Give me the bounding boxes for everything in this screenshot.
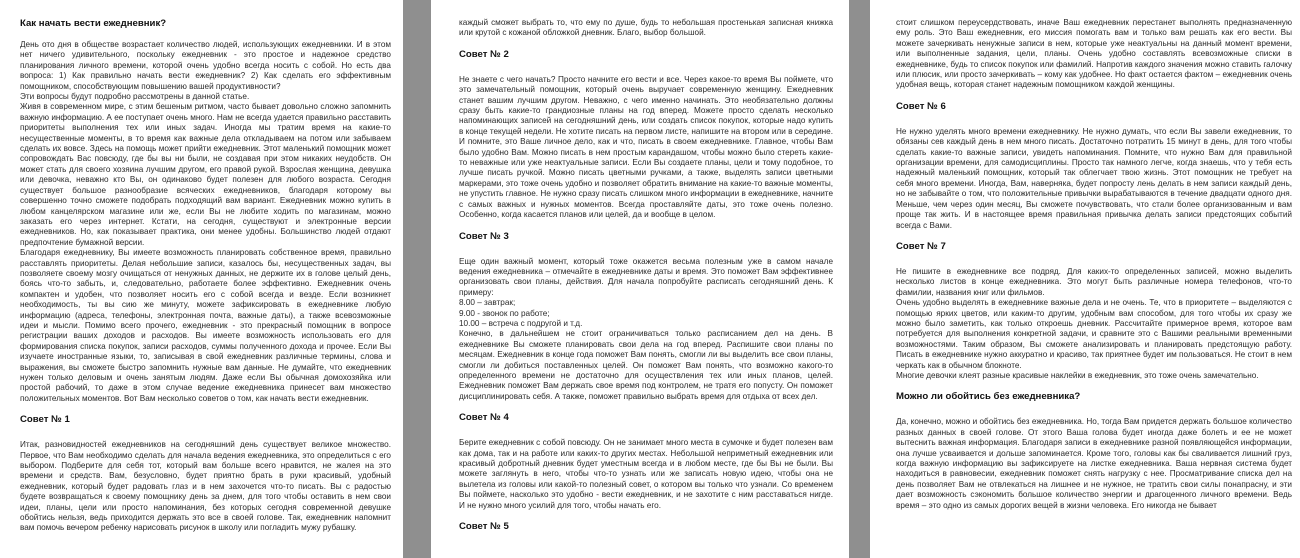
advice-4-heading: Совет № 4 <box>459 412 509 424</box>
intro-text: День ото дня в обществе возрастает количество людей, использующих ежедневники. И в этом нет ничего удивительного, поскольку ежедневник - это простое и надежное средство планирования личного времени, которой очень удобно всегда носить с собой. Но есть два вопроса: 1) Как правильно начать вести ежедневник? 2) Как сделать его эффективным помощником, способствующим повышению вашей продуктивности? Эти вопросы будут подробно рассмотрены в данной статье. Живя в современном мире, с этим бешеным ритмом, часто бывает довольно сложно запомнить важную информацию. А ее поступает очень много. Нам не всегда удается правильно расставить приоритеты выполнения тех или иных задач. Иногда мы тратим время на какие-то несущественные моменты, в то время как важные дела откладываем на потом или забываем сделать их вовсе. Здесь на помощь может прийти ежедневник. Этот маленький помощник может сопровождать Вас повсюду, где бы вы ни были, не создавая при этом никаких неудобств. Он может стать для своего хозяина лучшим другом, его правой рукой. Взрослая женщина, девушка или девочка, неважно кто Вы, он одинаково будет полезен для любого возраста. Сегодня существует большое разнообразие всяческих ежедневников, благодаря которому вы совершенно точно сможете подобрать подходящий вам вариант. Ежедневник можно купить в любом канцелярском магазине или же, если Вы не любите ходить по магазинам, можно заказать его через интернет. Кстати, на сегодня, существуют и электронные версии ежедневников. Но, как показывает практика, они менее удобны. Большинство людей отдают предпочтение бумажной версии. Благодаря ежедневнику, Вы имеете возможность планировать собственное время, правильно расставлять приоритеты. Делая небольшие записи, казалось бы, несущественных задач, вы позволяете своему мозгу очищаться от ненужных данных, не держите их в голове целый день, боясь что-то забыть, и, следовательно, работаете более эффективно. Ежедневник очень компактен и удобен, что позволяет носить его с собой всегда и везде. Если возникнет необходимость, ты вы сию же минуту, можете зафиксировать в ежедневнике любую информацию (адреса, телефоны, электронная почта, важные даты), а также всевозможные идеи и мысли. Помимо всего прочего, ежедневник - это прекрасный помощник в вопросе регистрации ваших доходов и расходов. Вы имеете возможность использовать его для формирования списка покупок, записи расходов, суммы полученного дохода и прочее. Если Вы изучаете иностранные языки, то, записывая в свой ежедневник различные термины, слова и выражения, вы сможете быстро запомнить нужные вам данные. Не думайте, что ежедневник нужен только деловым и очень занятым людям. Даже если Вы обычная домохозяйка или простой рабочий, то даже в этом случае ведение ежедневника принесет вам множество положительных моментов. Вот Вам несколько советов о том, как начать вести ежедневник. <box>20 40 391 403</box>
document-page-1 <box>0 0 403 558</box>
article-title: Как начать вести ежедневник? <box>20 18 167 29</box>
advice-7-text: Не пишите в ежедневнике все подряд. Для каких-то определенных записей, можно выделить несколько листов в конце ежедневника. Это могут быть различные номера телефонов, что-то фамилии, названия книг или фильмов. Очень удобно выделять в ежедневнике важные дела и не очень. Те, что в приоритете – выделяются с помощью ярких цветов, или каким-то другим, удобным вам способом, для того чтобы их сразу же можно было заметить, как только откроешь дневник. Рассчитайте примерное время, которое вам потребуется для выполнения конкретной задачи, и сравните это с Вашими реальными временными возможностями. Таким образом, Вы сможете анализировать и планировать предстоящую работу. Писать в ежедневнике нужно аккуратно и красиво, так приятнее будет им пользоваться. Не стоит в нем черкать как в обычном блокноте. Многие девочки клеят разные красивые наклейки в ежедневник, это тоже очень замечательно. <box>896 266 1292 380</box>
advice-1-text: Итак, разновидностей ежедневников на сегодняшний день существует великое множество. Первое, что Вам необходимо сделать для начала ведения ежедневника, это определиться с его выбором. Подберите для себя тот, который вам больше всего нравится, не жалея на это времени и средств. Вам, безусловно, будет приятно брать в руки красивый, удобный ежедневник, который будет радовать глаз и в нем захочется что-то писать. Вы с радостью будете возвращаться к своему помощнику день за днем, для того чтобы оставить в нем свои идеи, планы, цели или просто напоминания, без которых сегодня современной девушке обойтись нельзя, ведь приходится держать это все в своей голове. Так, ежедневник напомнит вам помочь вечером ребенку нарисовать рисунок в школу или погладить мужу рубашку. <box>20 440 394 533</box>
advice-1-heading: Совет № 1 <box>20 414 70 426</box>
question-heading: Можно ли обойтись без ежедневника? <box>896 391 1081 403</box>
advice-5-heading: Совет № 5 <box>459 521 509 533</box>
page-3-lead-text: стоит слишком переусердствовать, иначе Ваш ежедневник перестанет выполнять предназначенную ему роль. Это Ваш ежедневник, его миссия помогать вам и только вам решать как его вести. Вы можете зачеркивать ненужные записи в нем, которые уже неактуальны на данный момент времени, или выполненные задания, цели, планы. Очень удобно составлять всевозможные списки в ежедневнике, будь то список покупок или фамилий. Напротив каждого значения можно ставить галочку или плюсик, или просто зачеркивать – кому как удобнее. Но факт остается фактом – ежедневник очень удобная вещь, которая станет надежным помощником каждой женщины. <box>896 18 1295 90</box>
document-page-3 <box>870 0 1300 558</box>
page-2-lead-text: каждый сможет выбрать то, что ему по душе, будь то небольшая простенькая записная книжка или крутой с кожаной обложкой дневник. Благо, выбор большой. <box>459 18 836 38</box>
advice-7-heading: Совет № 7 <box>896 240 946 252</box>
advice-3-text: Еще один важный момент, который тоже окажется весьма полезным уже в самом начале ведения ежедневника – отмечайте в ежедневнике даты и время. Это поможет Вам эффективнее организовать свои планы, действия. Для начала попробуйте расписать сегодняшний день. К примеру: 8.00 – завтрак; 9.00 - звонок по работе; 10.00 – встреча с подругой и т.д. Конечно, в дальнейшем не стоит ограничиваться только расписанием дел на день. В ежедневнике Вы сможете планировать свои дела на год вперед. Распишите свои планы по месяцам. Ежедневник в конце года поможет Вам понять, смогли ли вы выделить все свои планы, смогли ли добиться поставленных целей. Он поможет Вам понять, что возможно какого-то определенного времени не достаточно для осуществления тех или иных планов, целей. Ежедневник поможет Вам держать свое время под контролем, не тратя его попусту. Он поможет дисциплинировать себя. А также, поможет правильно выбрать время для отдыха от всех дел. <box>459 256 833 401</box>
advice-3-heading: Совет № 3 <box>459 230 509 242</box>
advice-4-text: Берите ежедневник с собой повсюду. Он не занимает много места в сумочке и будет полезен вам как дома, так и на работе или каких-то других местах. Небольшой неприметный ежедневник или красивый добротный дневник будет уместным всегда и в любом месте, где бы Вы не были. Вы можете заглянуть в него, чтобы что-то узнать или же записать новую идею, чтобы она не вылетела из головы или какой-то полезный совет, о котором вы только что узнали. Со временем Вы поймете, насколько это удобно - вести ежедневник, и не захотите с ним расставаться нигде. И не нужно много усилий для того, чтобы начать его. <box>459 438 836 510</box>
advice-2-text: Не знаете с чего начать? Просто начните его вести и все. Через какое-то время Вы поймете, что это замечательный помощник, который очень выручает современную женщину. Ежедневник станет вашим лучшим другом. Неважно, с чего именно начинать. Это необязательно должны сразу быть какие-то грандиозные планы на год вперед. Можете просто сделать несколько напоминающих записей на сегодняшний день, или создать список покупок, которые надо купить в конце текущей недели. Не хотите писать на первом листе, напишите на втором или в середине. И помните, это Ваше личное дело, как и что, писать в своем ежедневнике. Главное, чтобы Вам было удобно Вам. Можно писать в нем простым карандашом, чтобы можно было стереть какие-то неважные или уже неактуальные записи. Если Вы создаете планы, цели и тому подобное, то лучше писать ручкой. Можно писать цветными ручками, а также, выделять записи цветными маркерами, это тоже очень удобно и позволяет обратить внимание на какие-то важные моменты, не упустить главное. Не нужно сразу писать слишком много информации в ежедневнике, начните с самых важных и нужных моментов. Всегда проставляйте даты, это тоже очень полезно. Особенно, когда касается планов или целей, да и вообще в целом. <box>459 74 836 220</box>
document-page-2 <box>431 0 849 558</box>
answer-text: Да, конечно, можно и обойтись без ежедневника. Но, тогда Вам придется держать большое количество разных данных в своей голове. От этого Ваша голова будет иногда даже болеть и ее не может вытеснить важная информация. Благодаря записи в ежедневнике разной появляющейся информации, она лучше усваивается и дольше запоминается. Кроме того, головы как бы сваливается лишний груз, когда важную информацию вы зафиксируете на листке ежедневника. Ваша нервная система будет находиться в равновесии, ежедневник поможет снять нагрузку с нее. Просматривание списка дел на день позволяет Вам не отвлекаться на лишнее и не нужное, не тратить свои силы понапрасну, и эти дает возможность сэкономить большое количество энергии и драгоценного личного времени. Ведь время – это одно из самых дорогих вещей в жизни человека. Его никогда не бывает <box>896 417 1295 510</box>
advice-2-heading: Совет № 2 <box>459 48 509 60</box>
advice-6-heading: Совет № 6 <box>896 100 946 112</box>
advice-6-text: Не нужно уделять много времени ежедневнику. Не нужно думать, что если Вы завели ежедневник, то обязаны сев каждый день в нем много писать. Достаточно потратить 15 минут в день, для того чтобы сделать какие-то важные записи, увидеть напоминания. Помните, что нужно Вам для правильной организации времени, для самодисциплины. Просто так намного легче, когда знаешь, что у тебя есть надежный маленький помощник, который так облегчает твою жизнь. Этот помощник не требует на себя много времени. Иногда, Вам, наверняка, будет попросту лень делать в нем записи каждый день, но не забывайте о том, что положительные привычки вырабатываются в течение двадцати одного дня. Меньше, чем через один месяц, Вы сможете почувствовать, что стали более организованным и вам проще так жить. И в настоящее время правильная привычка делать записи предстоящих событий всегда с Вами. <box>896 126 1295 230</box>
